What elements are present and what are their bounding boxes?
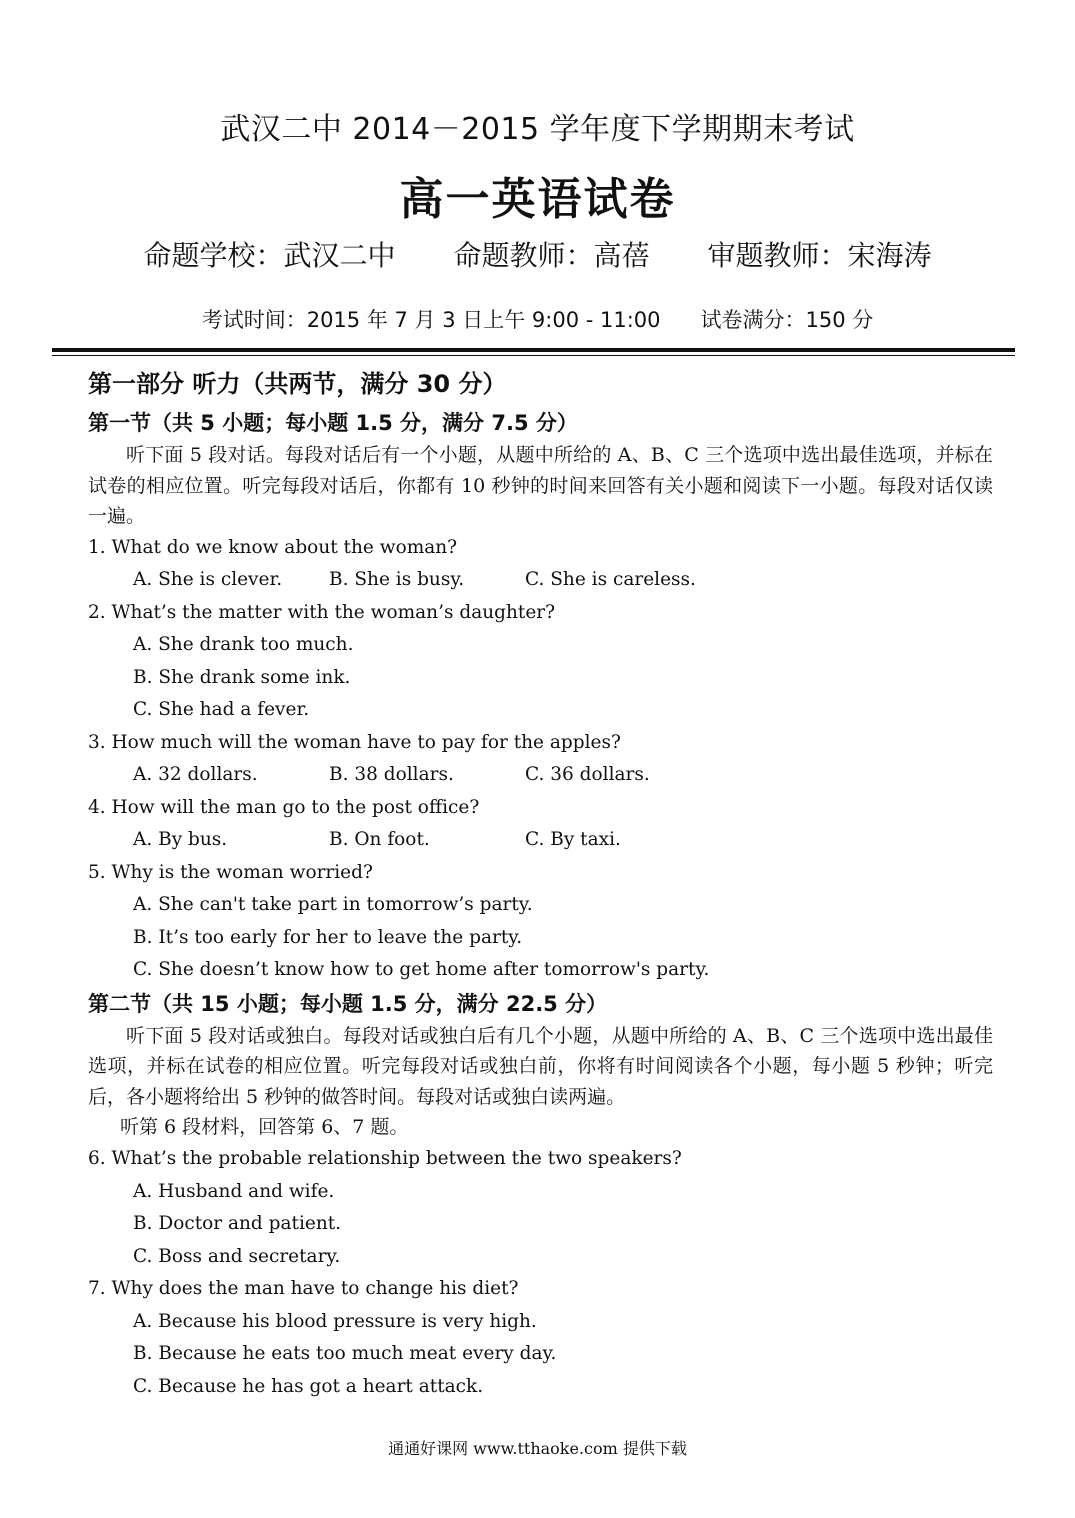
option-c: C. She is careless. bbox=[525, 569, 696, 590]
material-note: 听第 6 段材料，回答第 6、7 题。 bbox=[120, 1116, 409, 1138]
section-instructions: 听下面 5 段对话。每段对话后有一个小题，从题中所给的 A、B、C 三个选项中选出最佳选项，并标在试卷的相应位置。听完每段对话后，你都有 10 秒钟的时间来回答有关小题和阅读下一小题。每段对话仅读一遍。 bbox=[88, 444, 993, 527]
footer-text: 通通好课网 www.tthaoke.com 提供下载 bbox=[388, 1439, 687, 1458]
option-c: C. She had a fever. bbox=[133, 699, 310, 720]
setter-label: 命题教师：高蓓 bbox=[453, 239, 650, 272]
question-stem: 6. What’s the probable relationship between the two speakers? bbox=[88, 1148, 682, 1169]
option-c: C. By taxi. bbox=[525, 829, 621, 850]
option-b: B. She is busy. bbox=[329, 569, 465, 590]
option-row bbox=[133, 564, 993, 597]
exam-title: 武汉二中 2014－2015 学年度下学期期末考试 bbox=[220, 112, 855, 147]
school-label: 命题学校：武汉二中 bbox=[143, 239, 396, 272]
question-stem: 3. How much will the woman have to pay for the apples? bbox=[88, 731, 621, 753]
paper-title: 高一英语试卷 bbox=[399, 174, 676, 225]
author-line bbox=[0, 234, 1075, 274]
option-a: A. She can't take part in tomorrow’s party. bbox=[133, 894, 533, 915]
option-b: B. 38 dollars. bbox=[329, 764, 454, 785]
option-row bbox=[133, 759, 993, 792]
option-b: B. On foot. bbox=[329, 829, 430, 850]
option-a: A. Because his blood pressure is very high. bbox=[133, 1310, 537, 1332]
option-c: C. Boss and secretary. bbox=[133, 1245, 341, 1267]
header-divider-thick bbox=[52, 348, 1015, 352]
option-a: A. By bus. bbox=[133, 829, 228, 850]
option-b: B. Doctor and patient. bbox=[133, 1213, 342, 1234]
option-a: A. She drank too much. bbox=[133, 634, 354, 655]
option-b: B. She drank some ink. bbox=[133, 666, 351, 688]
option-c: C. Because he has got a heart attack. bbox=[133, 1375, 484, 1397]
section-title: 第二节（共 15 小题；每小题 1.5 分，满分 22.5 分） bbox=[88, 991, 608, 1016]
option-b: B. It’s too early for her to leave the party. bbox=[133, 926, 523, 948]
exam-time: 考试时间：2015 年 7 月 3 日上午 9:00 - 11:00 bbox=[201, 308, 661, 332]
reviewer-label: 审题教师：宋海涛 bbox=[707, 239, 932, 272]
question-stem: 2. What’s the matter with the woman’s daughter? bbox=[88, 601, 556, 623]
question-stem: 4. How will the man go to the post office? bbox=[88, 796, 480, 818]
question-stem: 7. Why does the man have to change his diet? bbox=[88, 1278, 519, 1299]
question-stem: 1. What do we know about the woman? bbox=[88, 536, 458, 558]
option-c: C. She doesn’t know how to get home after tomorrow's party. bbox=[133, 959, 710, 980]
option-a: A. She is clever. bbox=[133, 569, 283, 590]
option-c: C. 36 dollars. bbox=[525, 764, 650, 785]
section-title: 第一节（共 5 小题；每小题 1.5 分，满分 7.5 分） bbox=[88, 411, 578, 435]
question-stem: 5. Why is the woman worried? bbox=[88, 861, 373, 883]
option-b: B. Because he eats too much meat every day. bbox=[133, 1343, 557, 1364]
exam-info-line bbox=[0, 304, 1075, 334]
part-title: 第一部分 听力（共两节，满分 30 分） bbox=[88, 370, 507, 398]
header-divider-thin bbox=[52, 355, 1015, 356]
section-instructions: 听下面 5 段对话或独白。每段对话或独白后有几个小题，从题中所给的 A、B、C 三个选项中选出最佳选项，并标在试卷的相应位置。听完每段对话或独白前，你将有时间阅读各个小题，每小题 5 秒钟；听完后，各小题将给出 5 秒钟的做答时间。每段对话或独白读两遍。 bbox=[88, 1024, 993, 1108]
exam-content bbox=[88, 362, 993, 1403]
option-a: A. Husband and wife. bbox=[133, 1180, 335, 1202]
full-score: 试卷满分：150 分 bbox=[700, 308, 874, 332]
option-row bbox=[133, 824, 993, 857]
option-a: A. 32 dollars. bbox=[133, 764, 258, 785]
